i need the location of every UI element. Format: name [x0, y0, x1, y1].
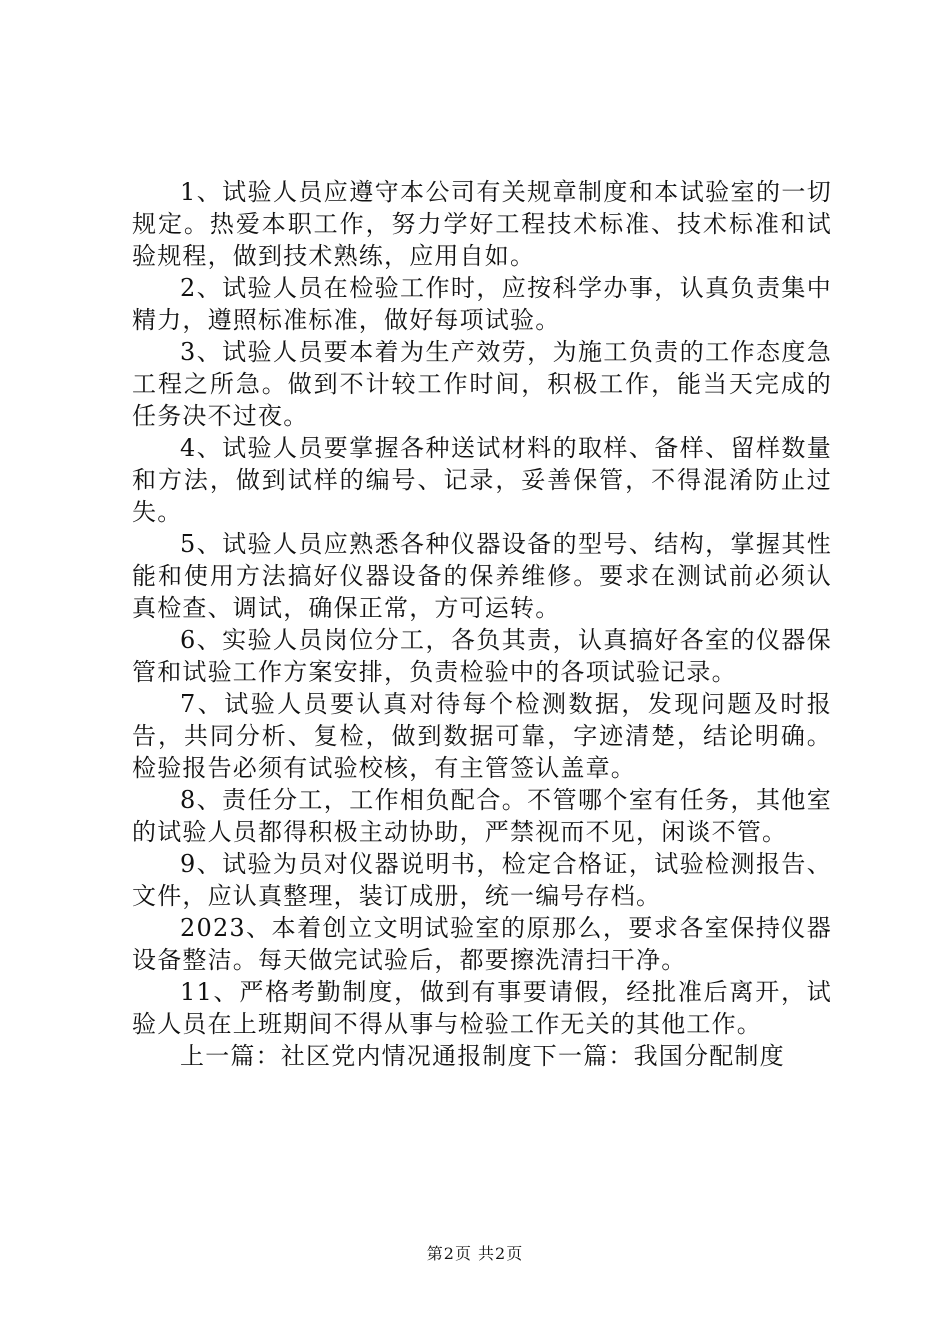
document-body — [132, 176, 832, 1072]
rule-paragraph-10: 2023、本着创立文明试验室的原那么，要求各室保持仪器设备整洁。每天做完试验后，都要擦洗清扫干净。 — [132, 914, 832, 974]
rule-paragraph-1: 1、试验人员应遵守本公司有关规章制度和本试验室的一切规定。热爱本职工作，努力学好工程技术标准、技术标准和试验规程，做到技术熟练，应用自如。 — [132, 178, 832, 270]
rule-paragraph-8: 8、责任分工，工作相负配合。不管哪个室有任务，其他室的试验人员都得积极主动协助，严禁视而不见，闲谈不管。 — [132, 786, 832, 846]
rule-paragraph-11: 11、严格考勤制度，做到有事要请假，经批准后离开，试验人员在上班期间不得从事与检验工作无关的其他工作。 — [132, 978, 832, 1038]
rule-paragraph-9: 9、试验为员对仪器说明书，检定合格证，试验检测报告、文件，应认真整理，装订成册，统一编号存档。 — [132, 850, 832, 910]
page-footer — [0, 1244, 950, 1264]
rule-paragraph-5: 5、试验人员应熟悉各种仪器设备的型号、结构，掌握其性能和使用方法搞好仪器设备的保养维修。要求在测试前必须认真检查、调试，确保正常，方可运转。 — [132, 530, 832, 622]
rule-paragraph-2: 2、试验人员在检验工作时，应按科学办事，认真负责集中精力，遵照标准标准，做好每项试验。 — [132, 274, 832, 334]
prev-next-navigation: 上一篇：社区党内情况通报制度下一篇：我国分配制度 — [180, 1042, 785, 1070]
page-indicator: 第2页 共2页 — [426, 1244, 524, 1263]
rule-paragraph-6: 6、实验人员岗位分工，各负其责，认真搞好各室的仪器保管和试验工作方案安排，负责检验中的各项试验记录。 — [132, 626, 832, 686]
rule-paragraph-3: 3、试验人员要本着为生产效劳，为施工负责的工作态度急工程之所急。做到不计较工作时间，积极工作，能当天完成的任务决不过夜。 — [132, 338, 832, 430]
rule-paragraph-4: 4、试验人员要掌握各种送试材料的取样、备样、留样数量和方法，做到试样的编号、记录，妥善保管，不得混淆防止过失。 — [132, 434, 832, 526]
rule-paragraph-7: 7、试验人员要认真对待每个检测数据，发现问题及时报告，共同分析、复检，做到数据可靠，字迹清楚，结论明确。检验报告必须有试验校核，有主管签认盖章。 — [132, 690, 832, 782]
